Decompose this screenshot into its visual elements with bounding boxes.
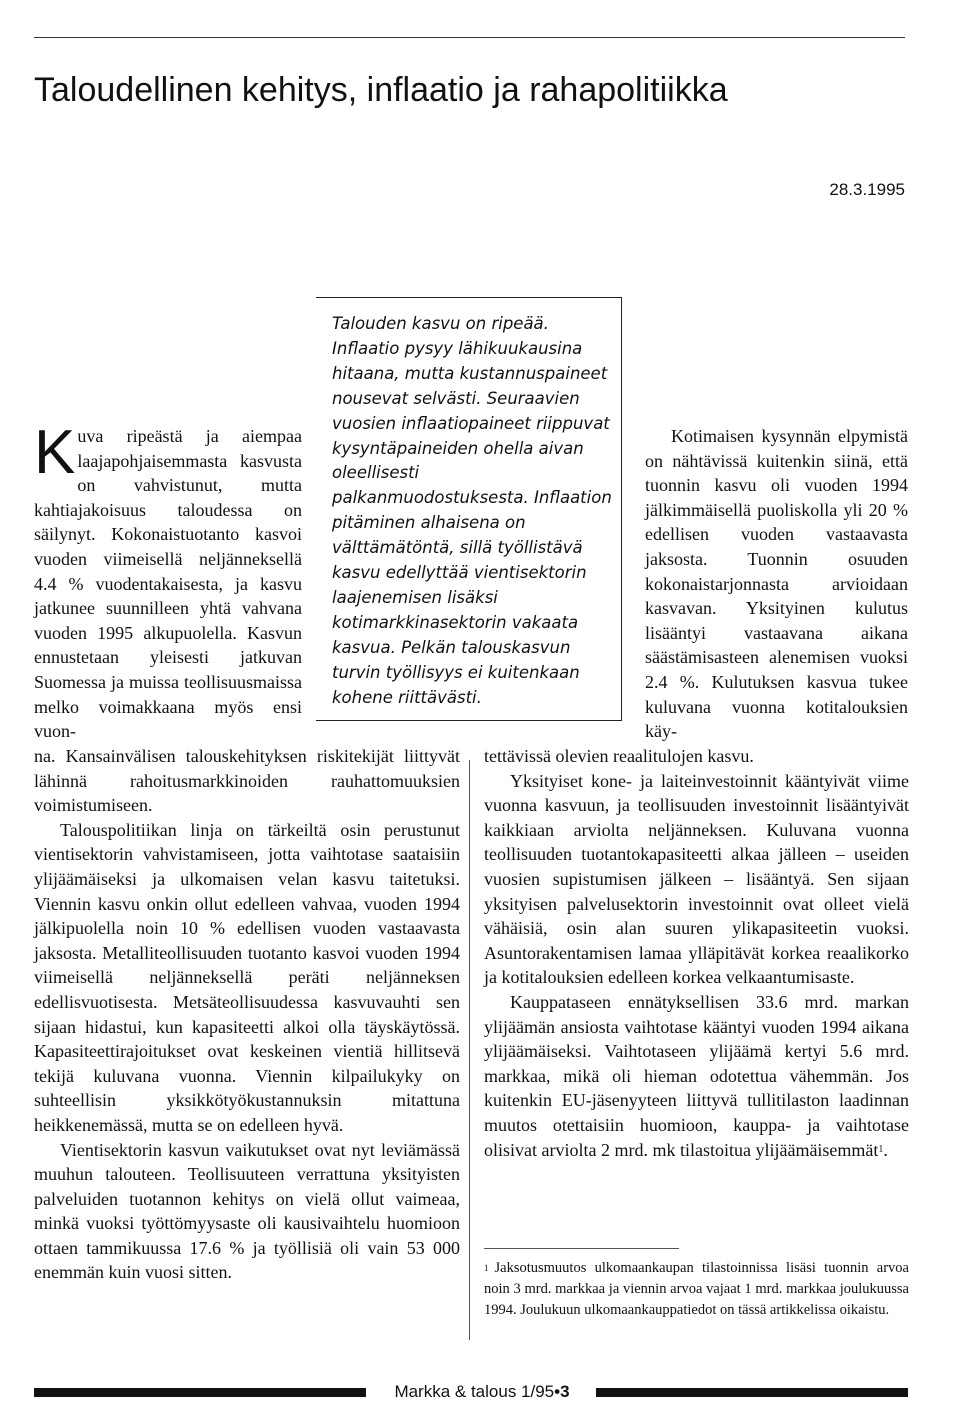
body-paragraph-5: Yksityiset kone- ja laiteinvestoinnit kääntyivät viime vuonna kasvuun, ja teollisuuden investoinnit lisääntyivät kaikkiaan arviolta neljänneksen. Kuluvana vuonna teollisuuden tuotantokapasiteetti alkaa jälleen – useiden vuosien supistumisen jälkeen – lisääntyä. Sen sijaan yksityisen palvelusektorin investoinnit ovat olleet vielä vähäisiä, osin alan suuren ylikapasiteetin vuoksi. Asuntorakentamisen lamaa ylläpitävät korkea reaalikorko ja kotitalouksien edelleen korkea velkaantumisaste. xyxy=(484,770,909,988)
body-paragraph-4-continued: tettävissä olevien reaalitulojen kasvu. xyxy=(484,746,754,766)
footnote-rule xyxy=(484,1248,679,1249)
footer-separator: • xyxy=(554,1382,561,1401)
footer-publication: Markka & talous 1/95 xyxy=(394,1382,555,1401)
lead-text: Talouden kasvu on ripeää. Inflaatio pysyy lähikuukausina hitaana, mutta kustannuspaineet nousevat selvästi. Seuraavien vuosien inflaatiopaineet riippuvat kysyntäpaineiden ohella aivan oleellisesti palkanmuodostuksesta. Inflaation pitäminen alhaisena on välttämätöntä, sillä työllistävä kasvu edellyttää vientisektorin laajenemisen lisäksi kotimarkkinasektorin vakaata kasvua. Pelkän talouskasvun turvin työllisyys ei kuitenkaan kohene riittävästi. xyxy=(332,314,612,707)
body-paragraph-1-continued: na. Kansainvälisen talouskehityksen riskitekijät liittyvät lähinnä rahoitusmarkkinoiden rauhattomuuksien voimistumiseen. xyxy=(34,746,460,816)
body-paragraph-2: Talouspolitiikan linja on tärkeiltä osin perustunut vientisektorin vahvistamiseen, jotta vaihtotase saataisiin ylijäämäiseksi ja ulkomaisen velan kasvu taitetuksi. Viennin kasvu onkin ollut edelleen vahvaa, vuoden 1994 jälkipuolella noin 10 % edellisen vuoden vastaavasta jaksosta. Metalliteollisuuden tuotanto kasvoi vuoden 1994 viimeisellä neljänneksellä peräti neljänneksen edellisvuotisesta. Metsäteollisuudessa kasvuvauhti sen sijaan hidastui, kun kapasiteetti alkoi olla täyskäytössä. Kapasiteettirajoitukset ovat keskeinen vientiä hillitsevä tekijä kuluvana vuonna. Viennin kilpailukyky on suhteellisin yksikkötyökustannuksin mitattuna heikkenemässä, mutta se on edelleen hyvä. xyxy=(34,819,460,1135)
body-paragraph-3: Vientisektorin kasvun vaikutukset ovat nyt leviämässä muuhun talouteen. Teollisuuteen verrattuna yksityisten palveluiden tuotannon kehitys on vielä ollut vaimeaa, minkä vuoksi työttömyysaste oli kausivaihtelu huomioon ottaen tammikuussa 17.6 % ja työllisiä oli vain 53 000 enemmän kuin vuosi sitten. xyxy=(34,1139,460,1283)
body-column-left-top xyxy=(34,418,302,744)
article-title: Taloudellinen kehitys, inflaatio ja rahapolitiikka xyxy=(34,71,728,109)
column-divider xyxy=(469,760,470,1340)
footer-bar-right xyxy=(596,1388,908,1397)
body-column-right-bottom xyxy=(484,744,909,1162)
footnote-reference[interactable]: 1 xyxy=(878,1143,884,1155)
body-paragraph-1: Kuva ripeästä ja aiempaa laajapohjaisemmasta kasvusta on vahvistunut, mutta kahtiajakoisuus taloudessa on säilynyt. Kokonaistuotanto kasvoi vuoden viimeisellä neljänneksellä 4.4 % vuodentakaisesta, ja kasvu jatkunee suunnilleen yhtä vahvana vuoden 1995 alkupuolella. Kasvun ennustetaan yleisesti jatkuvan Suomessa ja muissa teollisuusmaissa melko voimakkaana myös ensi vuon- xyxy=(34,418,302,742)
footnote xyxy=(484,1258,909,1321)
body-column-right-top xyxy=(645,424,908,744)
footer-bar-left xyxy=(34,1388,366,1397)
lead-box xyxy=(316,297,622,721)
top-rule xyxy=(34,37,905,38)
body-paragraph-4: Kotimaisen kysynnän elpymistä on nähtävissä kuitenkin siinä, että tuonnin kasvu oli vuoden 1994 jälkimmäisellä puoliskolla yli 20 % edellisen vuoden vastaavasta jaksosta. Tuonnin osuuden kokonaistarjonnasta arvioidaan kasvavan. Yksityinen kulutus lisääntyi vastaavana aikana säästämisasteen alenemisen vuoksi 2.4 %. Kulutuksen kasvua tukee kuluvana vuonna kotitalouksien käy- xyxy=(645,426,908,742)
body-column-left-bottom xyxy=(34,744,460,1285)
footnote-text: Jaksotusmuutos ulkomaankaupan tilastoinnissa lisäsi tuonnin arvoa noin 3 mrd. markkaa ja viennin arvoa vajaat 1 mrd. markkaa joulukuussa 1994. Joulukuun ulkomaankauppatiedot on tässä artikkelissa oikaistu. xyxy=(484,1260,909,1318)
body-paragraph-6: Kauppataseen ennätyksellisen 33.6 mrd. markan ylijäämän ansiosta vaihtotase kääntyi vuoden 1994 aikana ylijäämäiseksi. Vaihtotaseen ylijäämä kertyi 5.6 mrd. markkaa, mikä oli hieman odotettua vähemmän. Jos kuitenkin EU-jäsenyyteen liittyvä tullitilaston laadinnan muutos otettaisiin huomioon, kauppa- ja vaihtotase olisivat arviolta 2 mrd. mk tilastoitua ylijäämäisemmät$^1$. xyxy=(484,991,909,1160)
page-number: 3 xyxy=(560,1382,570,1401)
page-footer xyxy=(376,1382,588,1402)
article-date: 28.3.1995 xyxy=(829,180,905,199)
footnote-marker: 1 xyxy=(484,1263,489,1273)
drop-cap: K xyxy=(34,418,76,487)
